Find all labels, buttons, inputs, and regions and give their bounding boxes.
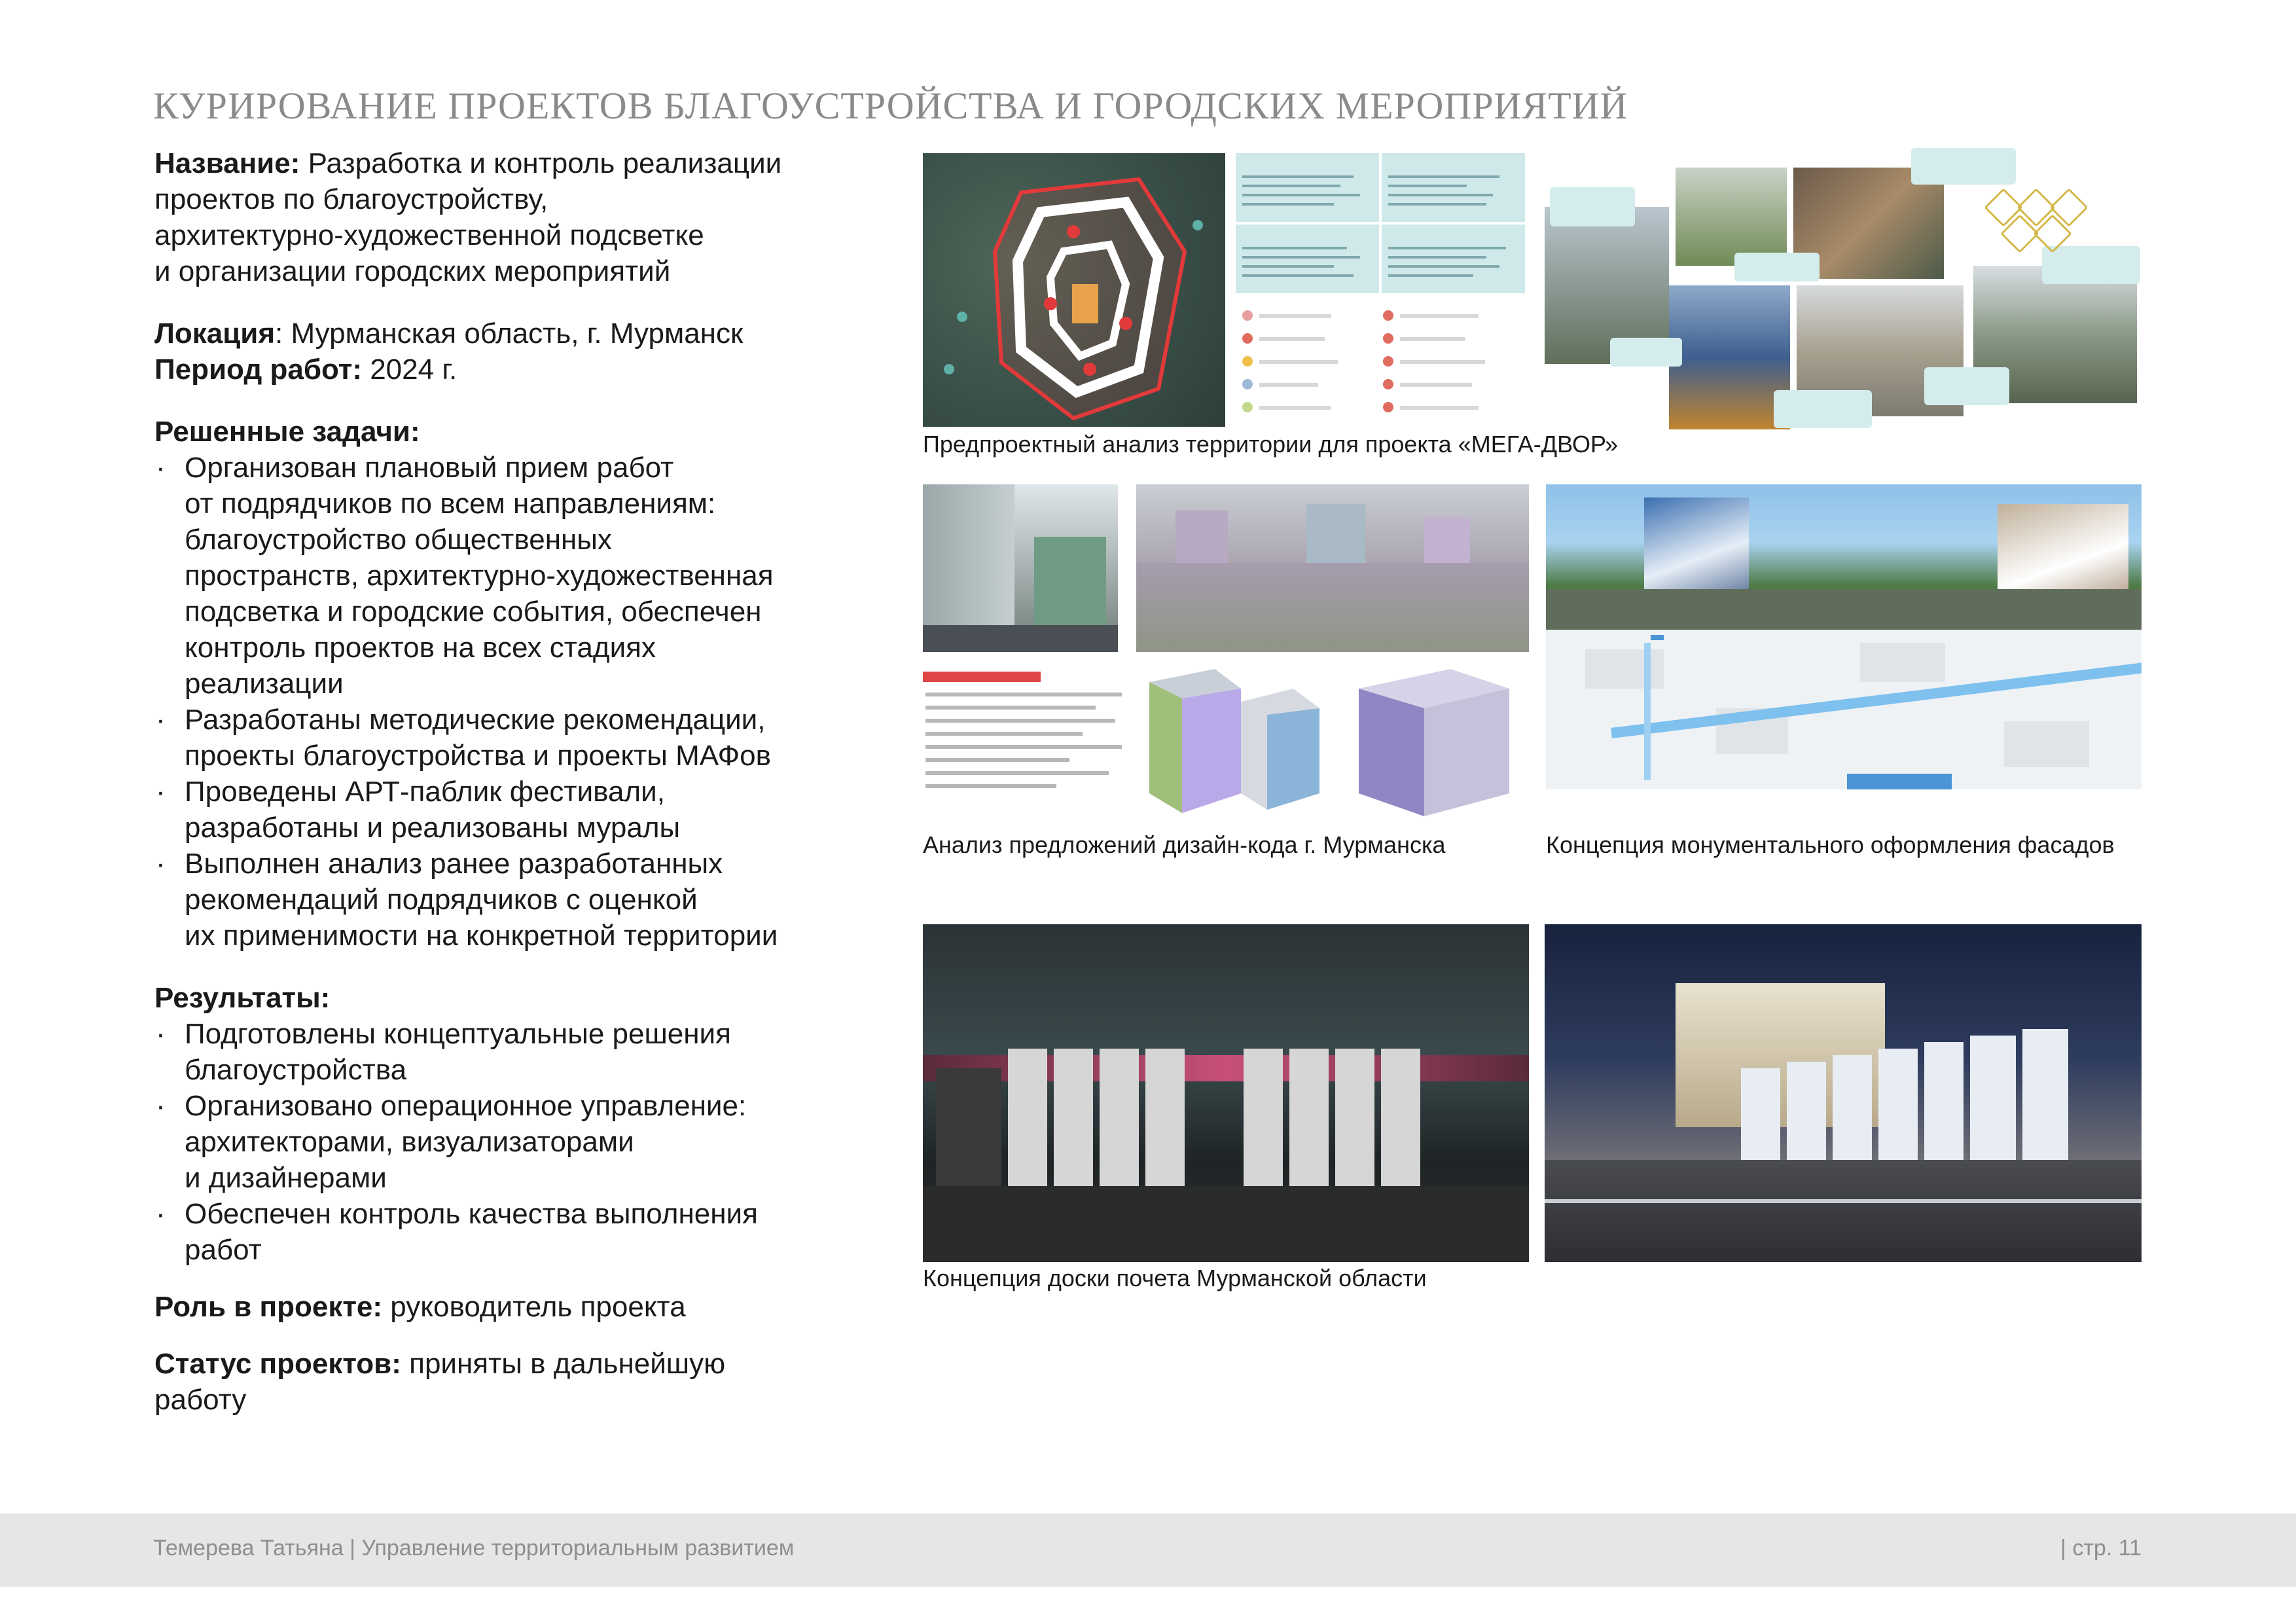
building-renders-drawing — [1143, 662, 1529, 820]
honor-board-street-render — [1545, 924, 2142, 1262]
page-title: КУРИРОВАНИЕ ПРОЕКТОВ БЛАГОУСТРОЙСТВА И ГОРОДСКИХ МЕРОПРИЯТИЙ — [153, 84, 1628, 127]
period-label: Период работ: — [154, 353, 362, 386]
location-value: : Мурманская область, г. Мурманск — [275, 317, 744, 350]
figure-caption: Предпроектный анализ территории для проекта «МЕГА-ДВОР» — [923, 431, 1618, 458]
project-role — [154, 1289, 835, 1325]
city-panorama-photo — [1136, 484, 1529, 652]
name-line: Разработка и контроль реализации — [300, 147, 782, 179]
list-item: · Разработаны методические рекомендации, проекты благоустройства и проекты МАФов — [154, 702, 835, 774]
results-section — [154, 980, 835, 1268]
street-photo — [923, 484, 1118, 652]
name-line: и организации городских мероприятий — [154, 255, 671, 287]
period-value: 2024 г. — [361, 353, 457, 386]
tasks-heading: Решенные задачи: — [154, 416, 420, 448]
street-label-icon — [1651, 635, 1664, 640]
role-value: руководитель проекта — [382, 1291, 686, 1323]
site-plan-image — [923, 153, 1225, 427]
swot-legend-image — [1236, 153, 1525, 427]
list-item: · Выполнен анализ ранее разработанных рекомендаций подрядчиков с оценкой их применимости на конкретной территории — [154, 846, 835, 954]
mural-facade-photo — [1546, 484, 2142, 630]
role-label: Роль в проекте: — [154, 1291, 383, 1323]
mural-map — [1546, 630, 2142, 789]
tasks-section — [154, 414, 835, 954]
list-item: · Обеспечен контроль качества выполнения работ — [154, 1196, 835, 1268]
location-label: Локация — [154, 317, 276, 350]
honor-board-night-render — [923, 924, 1529, 1262]
design-code-notes — [923, 662, 1139, 820]
list-item: · Проведены АРТ-паблик фестивали, разработаны и реализованы муралы — [154, 774, 835, 846]
status-value: работу — [154, 1384, 247, 1416]
name-line: проектов по благоустройству, — [154, 183, 548, 215]
project-description — [154, 145, 835, 1418]
footer-author: Темерева Татьяна | Управление территориальным развитием — [153, 1536, 795, 1561]
status-value: приняты в дальнейшую — [401, 1348, 726, 1380]
footer — [0, 1513, 2296, 1587]
name-label: Название: — [154, 147, 300, 179]
figure-caption: Концепция монументального оформления фасадов — [1546, 831, 2115, 858]
list-item: · Подготовлены концептуальные решения благоустройства — [154, 1016, 835, 1088]
site-plan-drawing — [923, 153, 1225, 427]
project-location — [154, 316, 835, 388]
project-status — [154, 1346, 835, 1418]
results-heading: Результаты: — [154, 982, 331, 1014]
list-item: · Организован плановый прием работ от подрядчиков по всем направлениям: благоустройство общественных пространств, архитектурно-художественная подсветка и городские события, обеспечен контроль проектов на всех стадиях реализации — [154, 450, 835, 702]
swot-table — [1236, 153, 1525, 293]
figure-caption: Концепция доски почета Мурманской области — [923, 1265, 1427, 1291]
page-number: | стр. 11 — [2060, 1536, 2142, 1561]
name-line: архитектурно-художественной подсветке — [154, 219, 704, 251]
list-item: · Организовано операционное управление: архитекторами, визуализаторами и дизайнерами — [154, 1088, 835, 1196]
photo-collage — [1545, 148, 2147, 429]
project-name — [154, 145, 835, 289]
figure-caption: Анализ предложений дизайн-кода г. Мурманска — [923, 831, 1446, 858]
status-label: Статус проектов: — [154, 1348, 401, 1380]
building-renders — [1143, 662, 1529, 820]
